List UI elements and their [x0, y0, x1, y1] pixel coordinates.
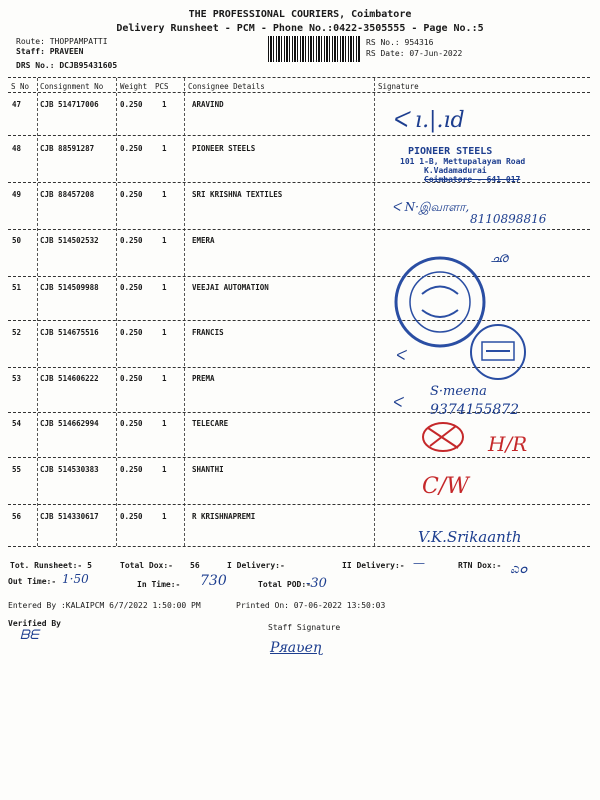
row-weight: 0.250 [120, 144, 143, 153]
out-time-label: Out Time:- [8, 577, 57, 586]
row-sno: 56 [12, 512, 22, 521]
staff-signature: Pᴙaʋeɳ [270, 640, 323, 656]
row-consignment-no: CJB 514509988 [40, 283, 99, 292]
row-sno: 49 [12, 190, 22, 199]
col-header-sno: S No [11, 82, 30, 91]
staff-signature-label: Staff Signature [268, 623, 341, 632]
ii-delivery-label: II Delivery:- [342, 561, 405, 570]
row-pcs: 1 [162, 144, 167, 153]
row-pcs: 1 [162, 512, 167, 521]
row-consignee: SHANTHI [192, 465, 224, 474]
row-consignment-no: CJB 88457208 [40, 190, 95, 199]
col-divider [116, 78, 117, 546]
row-sno: 54 [12, 419, 22, 428]
row-sno: 47 [12, 100, 22, 109]
row-consignment-no: CJB 514717006 [40, 100, 99, 109]
signature-row-49: ᐸ N·இவாளா, [392, 200, 470, 214]
handwritten-phone-2: 9374155872 [430, 402, 520, 418]
row-sno: 48 [12, 144, 22, 153]
col-header-consignment: Consignment No [40, 82, 104, 91]
col-header-weight: Weight [120, 82, 148, 91]
in-time-handwritten: 730 [200, 573, 227, 589]
row-divider [8, 229, 590, 230]
verified-by-label: Verified By [8, 619, 61, 628]
out-time-handwritten: 1·50 [62, 572, 89, 586]
row-weight: 0.250 [120, 512, 143, 521]
row-consignment-no: CJB 514675516 [40, 328, 99, 337]
row-sno: 53 [12, 374, 22, 383]
rs-date: RS Date: 07-Jun-2022 [366, 49, 463, 58]
staff-label: Staff: PRAVEEN [16, 47, 84, 56]
row-divider [8, 276, 590, 277]
row-consignee: SRI KRISHNA TEXTILES [192, 190, 283, 199]
row-pcs: 1 [162, 328, 167, 337]
col-header-signature: Signature [378, 82, 419, 91]
total-dox-value: 56 [190, 561, 200, 570]
row-pcs: 1 [162, 100, 167, 109]
row-pcs: 1 [162, 190, 167, 199]
total-pod-label: Total POD:- [258, 580, 311, 589]
row-consignee: R KRISHNAPREMI [192, 512, 256, 521]
col-divider [374, 78, 375, 546]
route-label: Route: THOPPAMPATTI [16, 37, 108, 46]
row-weight: 0.250 [120, 465, 143, 474]
ii-delivery-dash: — [413, 556, 425, 570]
row-consignment-no: CJB 514330617 [40, 512, 99, 521]
table-top-rule [8, 77, 590, 78]
row-consignment-no: CJB 88591287 [40, 144, 95, 153]
row-pcs: 1 [162, 236, 167, 245]
col-header-pcs: PCS [155, 82, 169, 91]
row-sno: 55 [12, 465, 22, 474]
rs-number: RS No.: 954316 [366, 38, 434, 47]
row-consignment-no: CJB 514502532 [40, 236, 99, 245]
signature-row-56: V.K.Srikaanth [418, 528, 522, 546]
row-pcs: 1 [162, 374, 167, 383]
stamp-address-line: 101 1-B, Mettupalayam Road [400, 157, 526, 166]
signature-row-50: ഛ [490, 250, 508, 266]
i-delivery-label: I Delivery:- [227, 561, 285, 570]
row-consignee: FRANCIS [192, 328, 224, 337]
row-divider [8, 546, 590, 547]
row-consignment-no: CJB 514606222 [40, 374, 99, 383]
header-rule [8, 92, 590, 93]
row-pcs: 1 [162, 283, 167, 292]
signature-row-55: C/W [422, 474, 469, 499]
signature-row-47: ᐸ ı.|.ıd [392, 108, 465, 133]
rtn-dox-handwritten: ಎ๐ [510, 561, 528, 577]
row-consignee: ARAVIND [192, 100, 224, 109]
in-time-label: In Time:- [137, 580, 181, 589]
handwritten-phone: 8110898816 [470, 212, 547, 226]
total-pod-handwritten: -30 [306, 576, 327, 591]
row-sno: 50 [12, 236, 22, 245]
row-pcs: 1 [162, 465, 167, 474]
row-consignment-no: CJB 514530383 [40, 465, 99, 474]
row-sno: 52 [12, 328, 22, 337]
company-title: THE PROFESSIONAL COURIERS, Coimbatore [188, 9, 412, 20]
col-divider [37, 78, 38, 546]
row-sno: 51 [12, 283, 22, 292]
row-divider [8, 457, 590, 458]
signature-mark: ᐸ [395, 348, 406, 364]
row-weight: 0.250 [120, 100, 143, 109]
signature-row-54 [418, 418, 468, 456]
stamp-address-line: Coimbatore - 641 017 [424, 175, 521, 184]
stamp-company-name: PIONEER STEELS [408, 146, 493, 157]
row-divider [8, 320, 590, 321]
row-consignee: PREMA [192, 374, 215, 383]
pioneer-steels-stamp [400, 146, 585, 190]
row-consignee: EMERA [192, 236, 215, 245]
verified-by-signature: ᗷᗴ [20, 628, 39, 643]
tot-runsheet: Tot. Runsheet:- 5 [10, 561, 92, 570]
handwritten-hr: H/R [488, 432, 528, 456]
col-divider [184, 78, 185, 546]
drs-number: DRS No.: DCJB95431605 [16, 61, 118, 70]
signature-mark: ᐸ [392, 395, 403, 411]
row-weight: 0.250 [120, 190, 143, 199]
row-consignee: VEEJAI AUTOMATION [192, 283, 269, 292]
printed-on: Printed On: 07-06-2022 13:50:03 [236, 601, 386, 610]
row-weight: 0.250 [120, 419, 143, 428]
row-weight: 0.250 [120, 283, 143, 292]
total-dox-label: Total Dox:- [120, 561, 173, 570]
row-pcs: 1 [162, 419, 167, 428]
row-consignment-no: CJB 514662994 [40, 419, 99, 428]
row-weight: 0.250 [120, 328, 143, 337]
stamp-address-line: K.Vadamadurai [424, 166, 487, 175]
logo-stamp [468, 322, 528, 382]
signature-row-53: S·meena [430, 384, 487, 399]
row-divider [8, 504, 590, 505]
row-consignee: TELECARE [192, 419, 229, 428]
rtn-dox-label: RTN Dox:- [458, 561, 502, 570]
row-weight: 0.250 [120, 374, 143, 383]
row-weight: 0.250 [120, 236, 143, 245]
row-consignee: PIONEER STEELS [192, 144, 256, 153]
runsheet-subtitle: Delivery Runsheet - PCM - Phone No.:0422-3505555 - Page No.:5 [116, 23, 484, 34]
col-header-consignee: Consignee Details [188, 82, 265, 91]
barcode-image [268, 36, 360, 62]
entered-by: Entered By :KALAIPCM 6/7/2022 1:50:00 PM [8, 601, 201, 610]
row-divider [8, 135, 590, 136]
